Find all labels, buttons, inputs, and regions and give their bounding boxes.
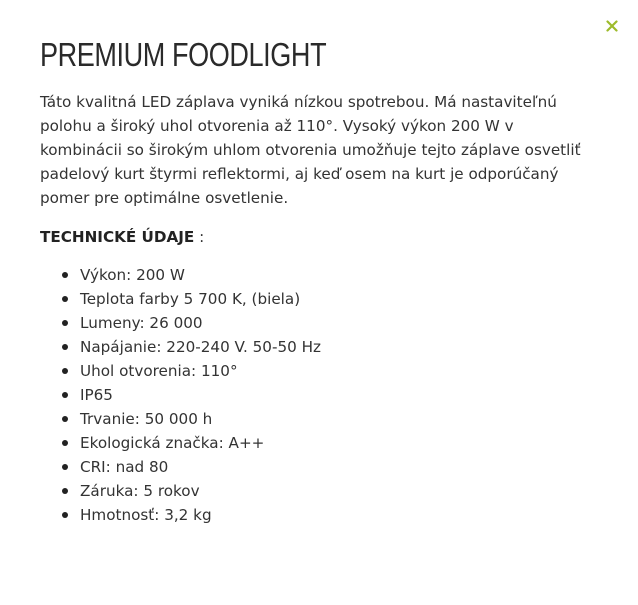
spec-heading [40, 225, 204, 249]
spec-item: Hmotnosť: 3,2 kg [40, 503, 321, 527]
spec-item: IP65 [40, 383, 321, 407]
spec-item: Lumeny: 26 000 [40, 311, 321, 335]
spec-heading-suffix: : [194, 228, 205, 246]
close-button[interactable] [600, 14, 624, 38]
spec-item: Uhol otvorenia: 110° [40, 359, 321, 383]
spec-item: Záruka: 5 rokov [40, 479, 321, 503]
spec-item: Teplota farby 5 700 K, (biela) [40, 287, 321, 311]
product-title: PREMIUM FOODLIGHT [40, 36, 327, 73]
product-description: Táto kvalitná LED záplava vyniká nízkou spotrebou. Má nastaviteľnú polohu a široký uhol otvorenia až 110°. Vysoký výkon 200 W v kombinácii so širokým uhlom otvorenia umožňuje tejto záplave osvetliť padelový kurt štyrmi reflektormi, aj keď osem na kurt je odporúčaný pomer pre optimálne osvetlenie. [40, 93, 581, 207]
spec-item: Ekologická značka: A++ [40, 431, 321, 455]
spec-item: CRI: nad 80 [40, 455, 321, 479]
spec-item: Výkon: 200 W [40, 263, 321, 287]
spec-heading-label: TECHNICKÉ ÚDAJE [40, 228, 195, 246]
close-icon [606, 20, 618, 32]
spec-list [40, 263, 321, 527]
spec-item: Napájanie: 220-240 V. 50-50 Hz [40, 335, 321, 359]
spec-item: Trvanie: 50 000 h [40, 407, 321, 431]
